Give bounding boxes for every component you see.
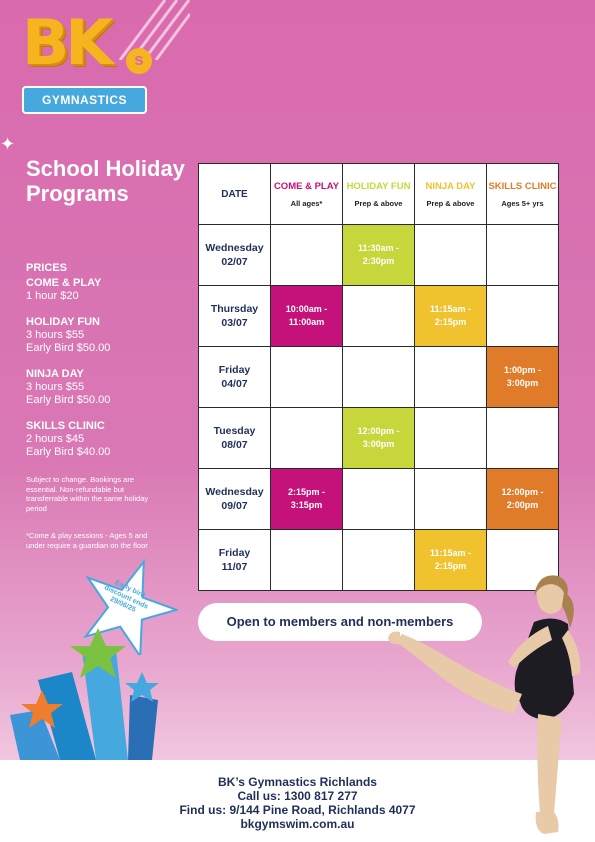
day-name: Wednesday <box>205 486 264 498</box>
date-header: DATE <box>199 164 271 225</box>
price-program-name: HOLIDAY FUN <box>26 316 100 328</box>
schedule-table <box>198 163 559 591</box>
slot-come-and-play <box>271 225 343 286</box>
program-name: NINJA DAY <box>425 180 476 192</box>
slot-come-and-play <box>271 347 343 408</box>
blue-stars-decoration-icon <box>0 620 170 760</box>
day-cell <box>199 530 271 591</box>
day-name: Tuesday <box>213 425 256 437</box>
day-cell <box>199 286 271 347</box>
terms-note: Subject to change. Bookings are essential. Non-refundable but transferrable within the same holiday period <box>26 475 149 513</box>
footer-business-name: BK’s Gymnastics Richlands <box>218 775 377 789</box>
page-title: School Holiday Programs <box>26 156 185 206</box>
slot-holiday-fun: 12:00pm - 3:00pm <box>343 408 415 469</box>
program-header-ninja-day <box>415 164 487 225</box>
table-row <box>199 225 559 286</box>
slot-holiday-fun <box>343 347 415 408</box>
slot-skills-clinic <box>487 286 559 347</box>
footer-address: Find us: 9/144 Pine Road, Richlands 4077 <box>179 803 416 817</box>
come-play-note: *Come & play sessions - Ages 5 and under require a guardian on the floor <box>26 531 148 550</box>
price-line: Early Bird $40.00 <box>26 446 111 458</box>
price-program-name: NINJA DAY <box>26 368 84 380</box>
slot-come-and-play <box>271 408 343 469</box>
table-row <box>199 286 559 347</box>
program-age: Prep & above <box>354 198 403 208</box>
day-date: 02/07 <box>221 256 248 268</box>
program-name: COME & PLAY <box>273 180 340 192</box>
prices-section <box>26 262 191 471</box>
day-date: 04/07 <box>221 378 248 390</box>
day-cell <box>199 225 271 286</box>
day-date: 09/07 <box>221 500 248 512</box>
price-holiday-fun <box>26 315 191 355</box>
price-line: Early Bird $50.00 <box>26 394 111 406</box>
slot-skills-clinic: 12:00pm - 2:00pm <box>487 469 559 530</box>
day-cell <box>199 347 271 408</box>
price-ninja-day <box>26 367 191 407</box>
price-come-and-play <box>26 276 191 303</box>
price-line: 3 hours $55 <box>26 329 85 341</box>
day-date: 03/07 <box>221 317 248 329</box>
program-header-come-and-play <box>271 164 343 225</box>
prices-heading: PRICES <box>26 262 67 274</box>
price-line: 2 hours $45 <box>26 433 85 445</box>
sparkle-icon: ✦ <box>0 134 16 154</box>
day-name: Friday <box>218 547 251 559</box>
slot-skills-clinic: 1:00pm - 3:00pm <box>487 347 559 408</box>
program-age: All ages* <box>290 198 323 208</box>
slot-ninja-day <box>415 225 487 286</box>
slot-holiday-fun <box>343 469 415 530</box>
table-row <box>199 347 559 408</box>
slot-ninja-day <box>415 469 487 530</box>
slot-skills-clinic <box>487 408 559 469</box>
program-age: Prep & above <box>426 198 475 208</box>
day-name: Friday <box>218 364 251 376</box>
day-name: Thursday <box>210 303 259 315</box>
slot-ninja-day <box>415 408 487 469</box>
early-bird-text: Early bird discount ends 29/06/25 <box>103 579 150 614</box>
footer-website: bkgymswim.com.au <box>240 817 355 831</box>
logo-gymnastics-badge: GYMNASTICS <box>22 86 147 114</box>
day-name: Wednesday <box>205 242 264 254</box>
slot-skills-clinic <box>487 225 559 286</box>
logo-s-mark: s <box>126 48 152 74</box>
bks-gymnastics-logo <box>22 6 147 117</box>
program-name: HOLIDAY FUN <box>346 180 411 192</box>
slot-holiday-fun: 11:30am - 2:30pm <box>343 225 415 286</box>
slot-ninja-day: 11:15am - 2:15pm <box>415 530 487 591</box>
logo-wordmark: BK <box>22 6 110 79</box>
schedule-header-row <box>199 164 559 225</box>
program-name: SKILLS CLINIC <box>488 180 557 192</box>
gymnast-photo-icon <box>388 574 588 842</box>
price-line: 3 hours $55 <box>26 381 85 393</box>
slot-come-and-play: 10:00am - 11:00am <box>271 286 343 347</box>
slot-ninja-day: 11:15am - 2:15pm <box>415 286 487 347</box>
price-skills-clinic <box>26 419 191 459</box>
price-program-name: COME & PLAY <box>26 277 102 289</box>
price-program-name: SKILLS CLINIC <box>26 420 105 432</box>
program-age: Ages 5+ yrs <box>501 198 544 208</box>
members-banner: Open to members and non-members <box>198 603 482 641</box>
slot-holiday-fun <box>343 286 415 347</box>
slot-come-and-play: 2:15pm - 3:15pm <box>271 469 343 530</box>
price-line: Early Bird $50.00 <box>26 342 111 354</box>
slot-come-and-play <box>271 530 343 591</box>
table-row <box>199 408 559 469</box>
program-header-holiday-fun <box>343 164 415 225</box>
footer-phone: Call us: 1300 817 277 <box>237 789 358 803</box>
price-line: 1 hour $20 <box>26 290 79 302</box>
day-date: 08/07 <box>221 439 248 451</box>
table-row <box>199 469 559 530</box>
program-header-skills-clinic <box>487 164 559 225</box>
day-date: 11/07 <box>221 561 248 573</box>
slot-ninja-day <box>415 347 487 408</box>
day-cell <box>199 469 271 530</box>
day-cell <box>199 408 271 469</box>
